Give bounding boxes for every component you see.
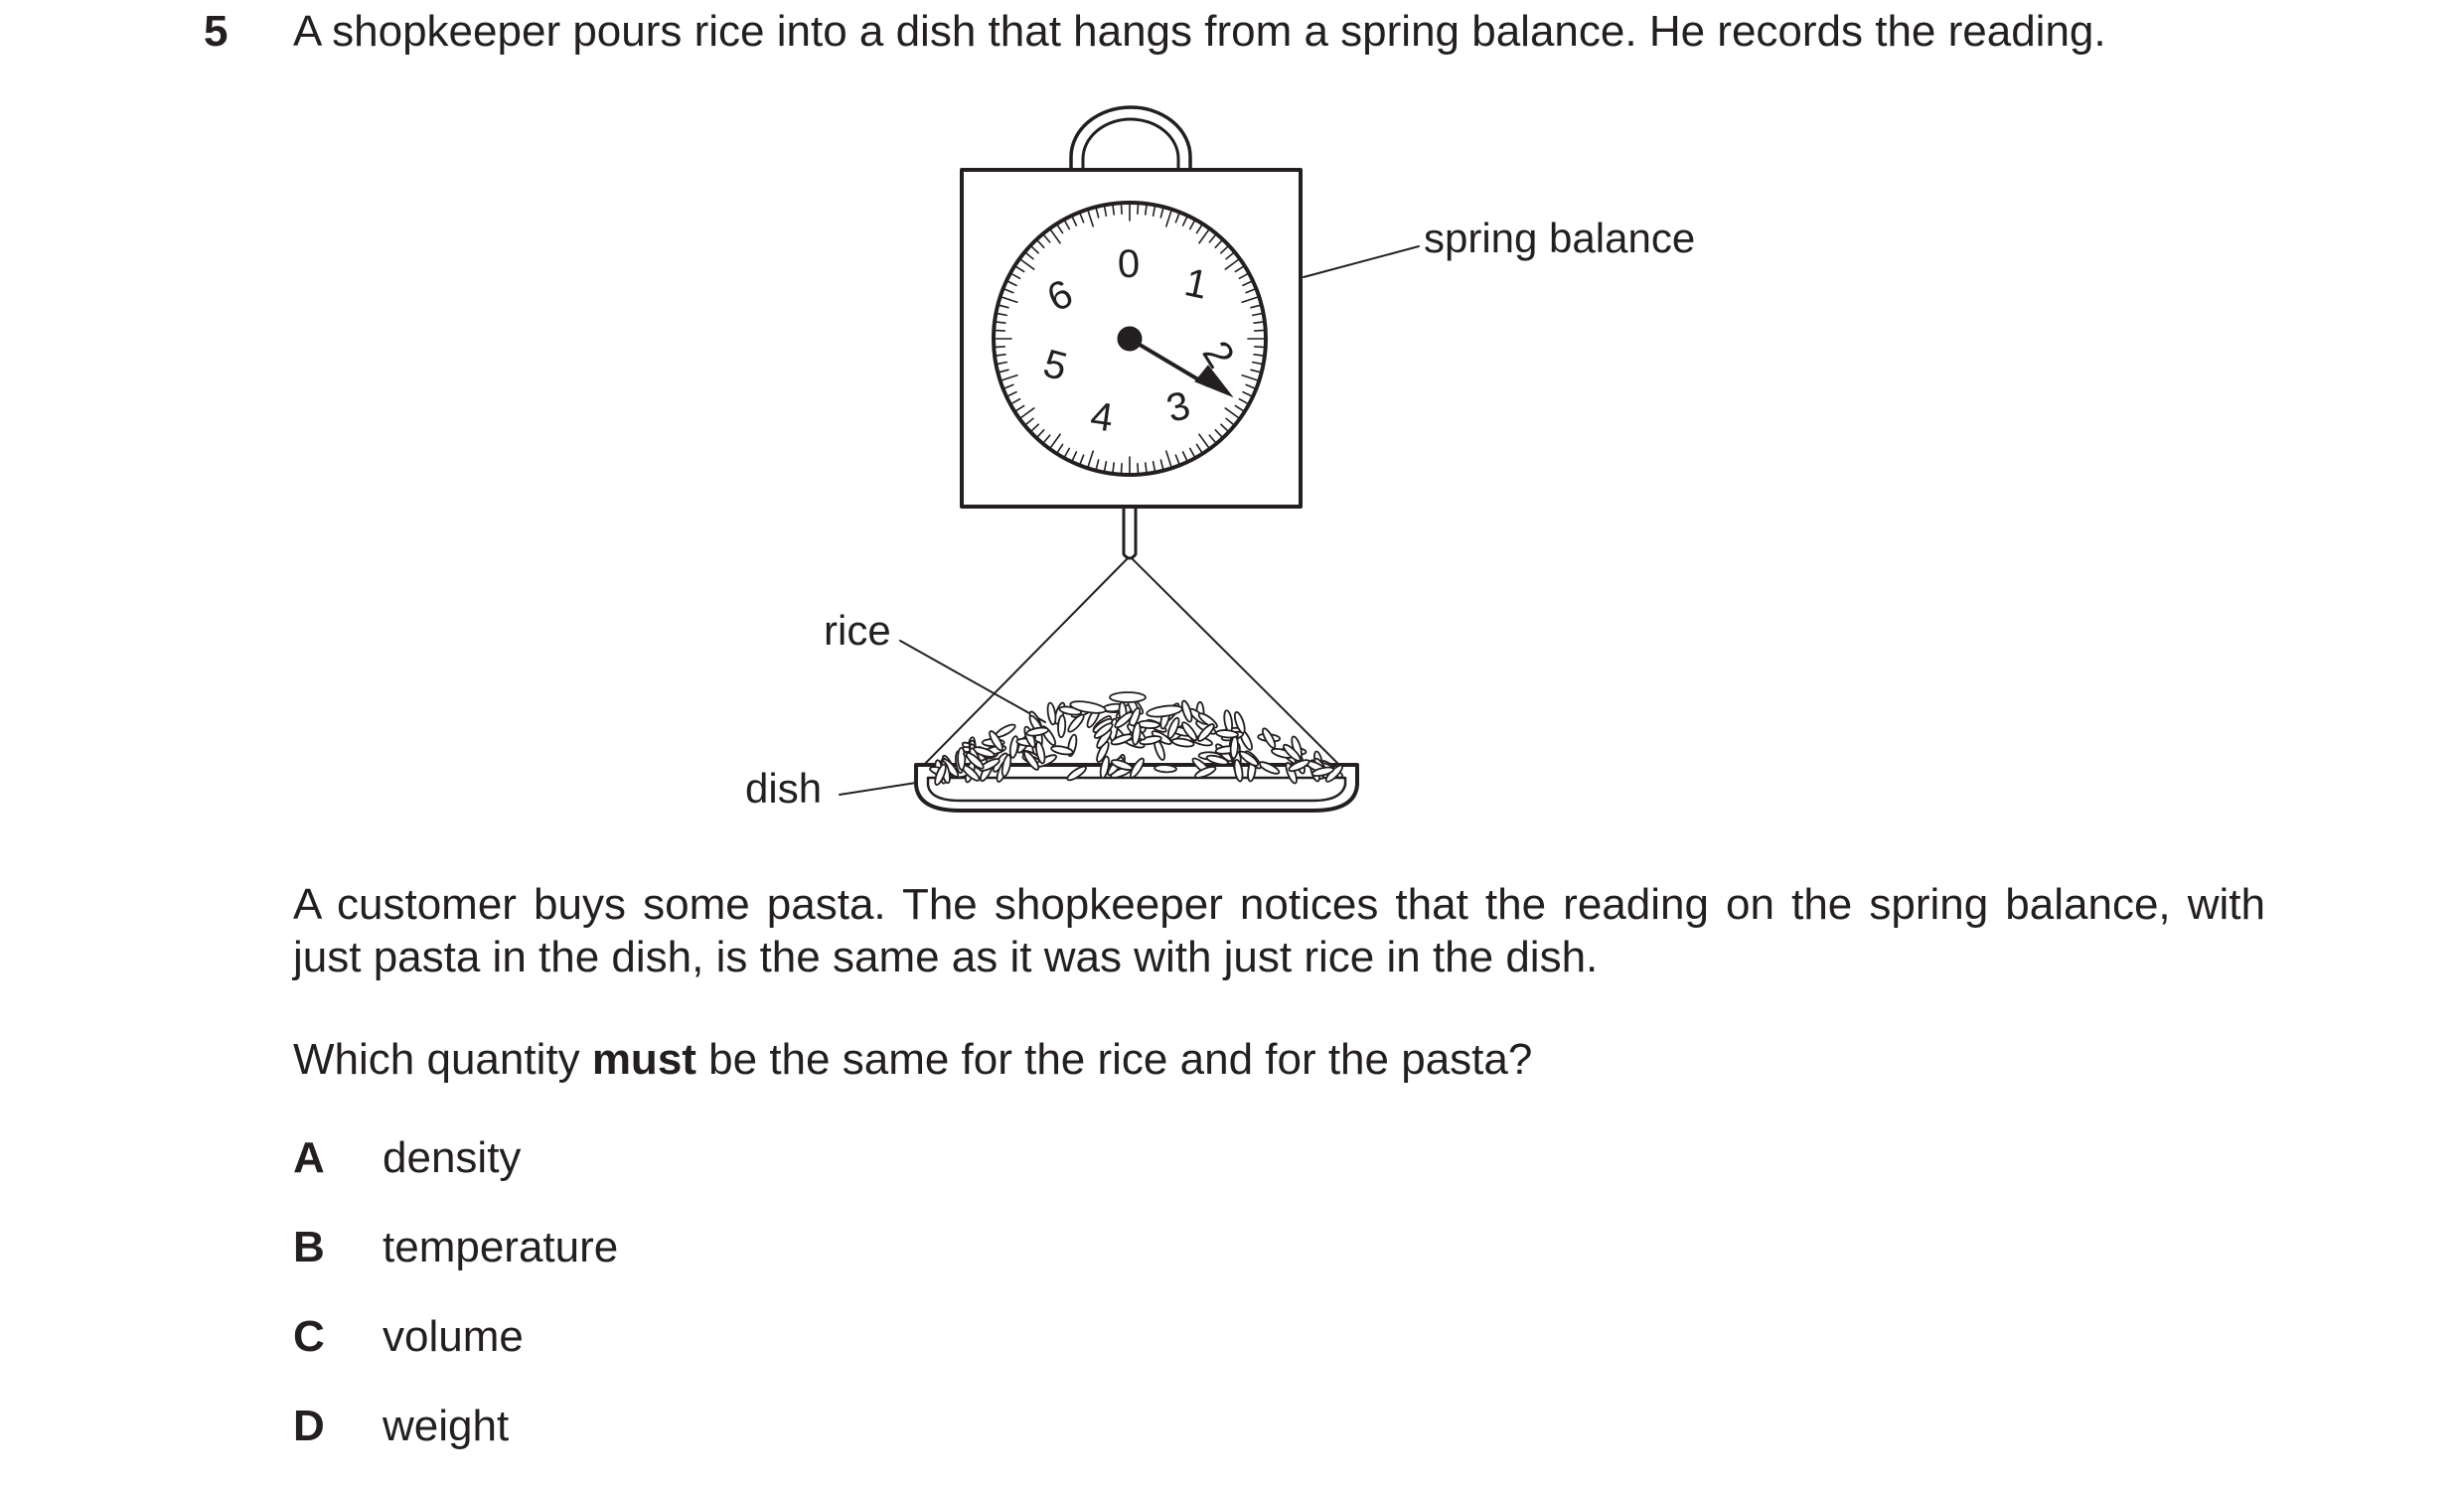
dial-tick (1242, 297, 1257, 302)
dial-tick (997, 322, 1005, 323)
dial-tick (998, 314, 1006, 316)
dial-tick (1215, 241, 1221, 248)
dial-tick (1002, 375, 1017, 380)
dial-tick (1138, 205, 1139, 214)
dial-tick (1183, 218, 1187, 225)
dial-tick (997, 355, 1005, 356)
dial-tick (1026, 253, 1033, 259)
dial-tick (1044, 235, 1050, 242)
dial-tick (1000, 305, 1008, 307)
dial-tick (1235, 406, 1243, 411)
dial-tick (1154, 207, 1155, 216)
dial-tick (1113, 206, 1114, 215)
dial-tick (1160, 460, 1162, 469)
dial-number-3: 3 (1161, 382, 1195, 432)
dial-tick (1058, 225, 1063, 233)
dial-tick (1004, 384, 1012, 387)
dial-tick (1032, 424, 1039, 430)
dial-tick (1004, 289, 1012, 292)
rice-grain (1057, 715, 1065, 737)
dial-tick (1183, 452, 1187, 460)
question-number: 5 (204, 7, 229, 56)
option-a-text: density (383, 1133, 522, 1182)
dial-number-5: 5 (1038, 341, 1072, 390)
rice-leader (900, 641, 1045, 722)
dial-tick (1251, 370, 1260, 372)
dial-tick (1175, 214, 1178, 222)
option-b-letter: B (293, 1223, 325, 1271)
option-c-text: volume (383, 1312, 524, 1361)
dial-tick (1253, 314, 1262, 316)
dial-tick (1209, 435, 1215, 442)
dial-tick (1113, 463, 1114, 472)
dial-tick (1215, 430, 1221, 437)
dial-tick (1008, 392, 1016, 396)
dial-tick (1160, 209, 1162, 218)
dial-tick (1199, 230, 1208, 243)
dial-tick (1255, 347, 1264, 348)
dial-tick (1096, 460, 1098, 469)
dial-tick (1026, 418, 1033, 424)
dial-tick (1008, 282, 1016, 286)
dial-tick (1246, 289, 1254, 292)
dial-tick (1239, 274, 1247, 278)
dial-tick (1225, 260, 1238, 269)
dial-tick (1221, 424, 1228, 430)
dial-tick (1088, 451, 1093, 466)
dish-leader (840, 783, 916, 795)
dial-number-6: 6 (1040, 271, 1080, 321)
dial-tick (1122, 205, 1123, 214)
dial-tick (1096, 209, 1098, 218)
label-rice: rice (824, 607, 891, 655)
dial-tick (998, 363, 1006, 365)
dial-tick (1239, 399, 1247, 403)
question-prompt (293, 1033, 2265, 1086)
dial-tick (1226, 253, 1233, 259)
dial-tick (1000, 370, 1008, 372)
dial-tick (996, 347, 1004, 348)
option-a-letter: A (293, 1133, 325, 1182)
dial-tick (1243, 392, 1251, 396)
dial-tick (1255, 331, 1264, 332)
dial-number-4: 4 (1087, 393, 1117, 441)
dial-tick (1073, 452, 1077, 460)
dial-tick (1016, 267, 1024, 272)
label-dish: dish (745, 765, 823, 813)
dial-tick (1044, 435, 1050, 442)
dial-tick (1226, 418, 1233, 424)
dial-tick (1051, 434, 1060, 447)
dial-tick (1190, 222, 1194, 229)
dial-tick (1225, 408, 1238, 417)
dial-tick (1088, 212, 1093, 226)
dial-tick (1253, 363, 1262, 365)
dial-tick (996, 331, 1004, 332)
rice-grain (958, 748, 966, 770)
dial-tick (1197, 225, 1202, 233)
rice-grain (1110, 692, 1146, 702)
dial-tick (1221, 247, 1228, 253)
rice-grain (1046, 702, 1057, 725)
dial-tick (1122, 464, 1123, 473)
prompt-emphasis: must (591, 1035, 696, 1084)
label-spring-balance: spring balance (1424, 215, 1696, 262)
dial-tick (1209, 235, 1215, 242)
dial-tick (1251, 305, 1260, 307)
scenario-paragraph: A customer buys some pasta. The shopkeeper notices that the reading on the spring balance, with just pasta in the dish, is the same as it was with just rice in the dish. (293, 880, 2265, 981)
dial-tick (1105, 207, 1107, 216)
dial-tick (1038, 430, 1044, 437)
dial-tick (1166, 451, 1171, 466)
dial-tick (1002, 297, 1017, 302)
dial-number-2: 2 (1193, 333, 1243, 376)
option-b-text: temperature (383, 1223, 619, 1271)
dial-tick (1246, 384, 1254, 387)
dial-tick (1073, 218, 1077, 225)
dial-number-1: 1 (1180, 260, 1212, 308)
dial-tick (1175, 455, 1178, 463)
dial-tick (1058, 444, 1063, 452)
dial-tick (1051, 230, 1060, 243)
dial-tick (1038, 241, 1044, 248)
question-stem: A shopkeeper pours rice into a dish that hangs from a spring balance. He records the reading. (293, 7, 2106, 56)
dial-tick (1254, 355, 1263, 356)
dial-tick (1021, 408, 1034, 417)
dial-tick (1080, 214, 1083, 222)
dial-tick (1154, 462, 1155, 471)
dial-tick (1243, 282, 1251, 286)
dial-tick (1032, 247, 1039, 253)
dial-tick (1254, 322, 1263, 323)
dial-tick (1146, 206, 1147, 215)
dial-tick (1016, 406, 1024, 411)
dial-tick (1199, 434, 1208, 447)
dial-tick (1065, 448, 1069, 456)
option-d-letter: D (293, 1402, 325, 1450)
dial-tick (1197, 444, 1202, 452)
dial-tick (1021, 260, 1034, 269)
option-c-letter: C (293, 1312, 325, 1361)
dial-tick (1235, 267, 1243, 272)
dial-tick (1138, 464, 1139, 473)
dial-tick (1190, 448, 1194, 456)
prompt-text-after: be the same for the rice and for the pasta? (695, 1035, 1533, 1084)
dial-tick (1080, 455, 1083, 463)
dial-tick (1012, 399, 1020, 403)
balance-stem (1124, 507, 1136, 558)
rice-grain (1155, 765, 1176, 773)
option-d-text: weight (383, 1402, 510, 1450)
dial-tick (1065, 222, 1069, 229)
spring-balance-leader (1304, 246, 1419, 277)
prompt-text-before: Which quantity (293, 1035, 592, 1084)
dial-tick (1146, 463, 1147, 472)
rice-grain (1146, 704, 1182, 719)
dial-tick (1166, 212, 1171, 226)
dial-tick (1242, 375, 1257, 380)
dial-number-0: 0 (1117, 241, 1141, 287)
dial-tick (1105, 462, 1107, 471)
dial-tick (1012, 274, 1020, 278)
